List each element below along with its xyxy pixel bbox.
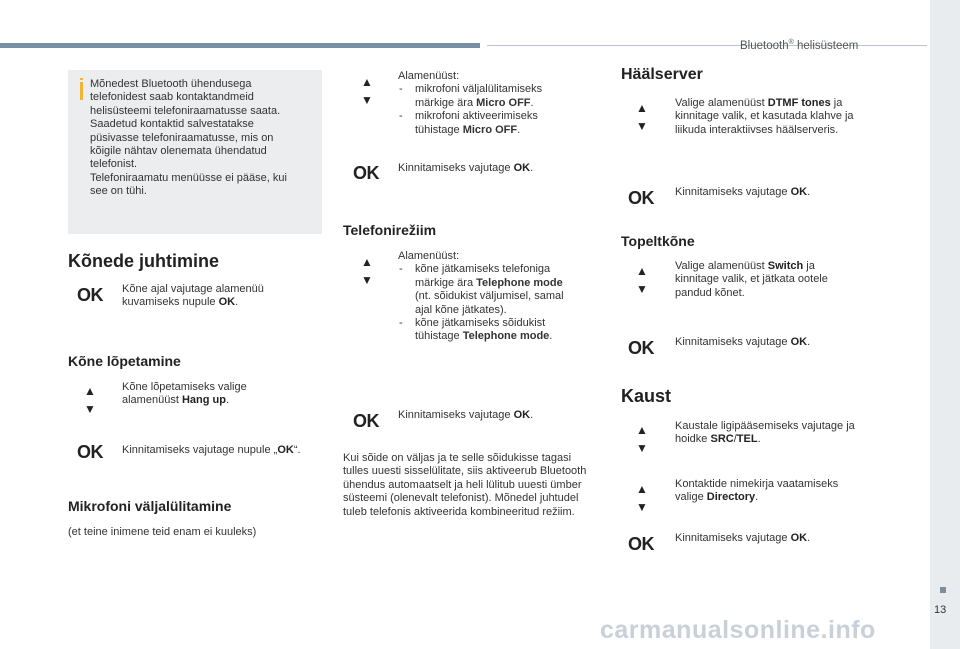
ok-button-icon: OK	[628, 338, 654, 358]
down-arrow-icon: ▼	[636, 441, 648, 455]
ok-button-icon: OK	[77, 442, 103, 462]
section-title-topeltkone: Topeltkõne	[621, 233, 695, 249]
info-text: Mõnedest Bluetooth ühendusega telefonidest saab kontaktandmeid helisüsteemi telefoniraamatusse saata. Saadetud kontaktid salvestatakse püsivasse telefoniraamatusse, mis on kõigile nähtav olenemata ühendatud telefonist. Telefoniraamatu menüüsse ei pääse, kui see on tühi.	[90, 78, 287, 198]
info-icon	[80, 82, 83, 100]
up-arrow-icon: ▲	[361, 75, 373, 89]
ok-button-icon: OK	[353, 163, 379, 183]
ok-button-icon: OK	[353, 411, 379, 431]
kone-juhtimine-text: Kõne ajal vajutage alamenüü kuvamiseks nupule OK.	[122, 283, 264, 309]
section-title-kone-juhtimine: Kõnede juhtimine	[68, 251, 220, 271]
list-item: - mikrofoni väljalülitamiseks märkige ära Micro OFF.	[398, 83, 576, 110]
page-header-title: Bluetooth® helisüsteem	[740, 39, 859, 52]
up-down-arrows-icon	[635, 421, 649, 457]
mikrofon-subtitle: (et teine inimene teid enam ei kuuleks)	[68, 526, 257, 538]
mic-ok-text: Kinnitamiseks vajutage OK.	[398, 162, 534, 174]
section-title-telefonireziim: Telefonirežiim	[343, 222, 437, 238]
down-arrow-icon: ▼	[361, 93, 373, 107]
down-arrow-icon: ▼	[636, 500, 648, 514]
ok-button-icon: OK	[77, 285, 103, 305]
kone-lopetamine-ok-text: Kinnitamiseks vajutage nupule „OK“.	[122, 444, 301, 456]
topeltkone-text: Valige alamenüüst Switch ja kinnitage valik, et jätkata ootele pandud kõnet.	[675, 260, 828, 299]
haalserver-text: Valige alamenüüst DTMF tones ja kinnitage valik, et kasutada klahve ja liikuda interaktiivses häälserveris.	[675, 97, 854, 136]
up-down-arrows-icon	[360, 253, 374, 289]
list-item: - kõne jätkamiseks sõidukist tühistage Telephone mode.	[398, 317, 580, 344]
ok-button-icon: OK	[628, 188, 654, 208]
tel-menu-text: Alamenüüst: - kõne jätkamiseks telefoniga märkige ära Telephone mode (nt. sõidukist väljumisel, samal ajal kõne jätkates). - kõne jätkamiseks sõidukist tühistage Telephone mode.	[398, 250, 580, 344]
mic-menu-list	[398, 83, 576, 137]
up-down-arrows-icon	[635, 262, 649, 298]
list-item: - kõne jätkamiseks telefoniga märkige ära Telephone mode (nt. sõidukist väljumisel, samal ajal kõne jätkates).	[398, 263, 580, 317]
up-down-arrows-icon	[360, 73, 374, 109]
up-arrow-icon: ▲	[636, 101, 648, 115]
page-side-strip	[930, 0, 960, 649]
down-arrow-icon: ▼	[636, 282, 648, 296]
info-icon-dot	[80, 78, 83, 80]
kaust-ok-text: Kinnitamiseks vajutage OK.	[675, 532, 811, 544]
up-arrow-icon: ▲	[84, 384, 96, 398]
topeltkone-ok-text: Kinnitamiseks vajutage OK.	[675, 336, 811, 348]
paragraph-reconnect: Kui sõide on väljas ja te selle sõidukisse tagasi tulles uuesti sisselülitate, siis aktiveerub Bluetooth ühendus automaatselt ja heli lülitub uuesti ümber süsteemi (olenevalt telefonist). Mõnedel juhtudel tuleb telefonis aktiveerida kombineeritud režiim.	[343, 452, 587, 518]
section-title-haalserver: Häälserver	[621, 66, 703, 83]
continue-marker-icon	[940, 587, 946, 593]
tel-menu-list	[398, 263, 580, 343]
up-down-arrows-icon	[635, 480, 649, 516]
up-down-arrows-icon	[83, 382, 97, 418]
up-down-arrows-icon	[635, 99, 649, 135]
watermark: carmanualsonline.info	[600, 616, 876, 644]
page-number: 13	[934, 604, 947, 616]
down-arrow-icon: ▼	[84, 402, 96, 416]
tel-ok-text: Kinnitamiseks vajutage OK.	[398, 409, 534, 421]
header-rule-thin	[487, 45, 927, 46]
down-arrow-icon: ▼	[361, 273, 373, 287]
section-title-kaust: Kaust	[621, 386, 672, 406]
section-title-mikrofon: Mikrofoni väljalülitamine	[68, 498, 232, 514]
section-title-kone-lopetamine: Kõne lõpetamine	[68, 353, 181, 369]
kaust-directory-text: Kontaktide nimekirja vaatamiseks valige Directory.	[675, 478, 839, 504]
down-arrow-icon: ▼	[636, 119, 648, 133]
kaust-hold-text: Kaustale ligipääsemiseks vajutage ja hoidke SRC/TEL.	[675, 420, 855, 446]
kone-lopetamine-text: Kõne lõpetamiseks valige alamenüüst Hang up.	[122, 381, 247, 407]
up-arrow-icon: ▲	[636, 423, 648, 437]
haalserver-ok-text: Kinnitamiseks vajutage OK.	[675, 186, 811, 198]
info-box	[68, 70, 322, 234]
ok-button-icon: OK	[628, 534, 654, 554]
up-arrow-icon: ▲	[636, 264, 648, 278]
list-item: - mikrofoni aktiveerimiseks tühistage Micro OFF.	[398, 110, 576, 137]
mic-menu-text: Alamenüüst: - mikrofoni väljalülitamiseks märkige ära Micro OFF. - mikrofoni aktiveerimiseks tühistage Micro OFF.	[398, 70, 576, 137]
header-rule	[0, 43, 480, 48]
up-arrow-icon: ▲	[636, 482, 648, 496]
up-arrow-icon: ▲	[361, 255, 373, 269]
